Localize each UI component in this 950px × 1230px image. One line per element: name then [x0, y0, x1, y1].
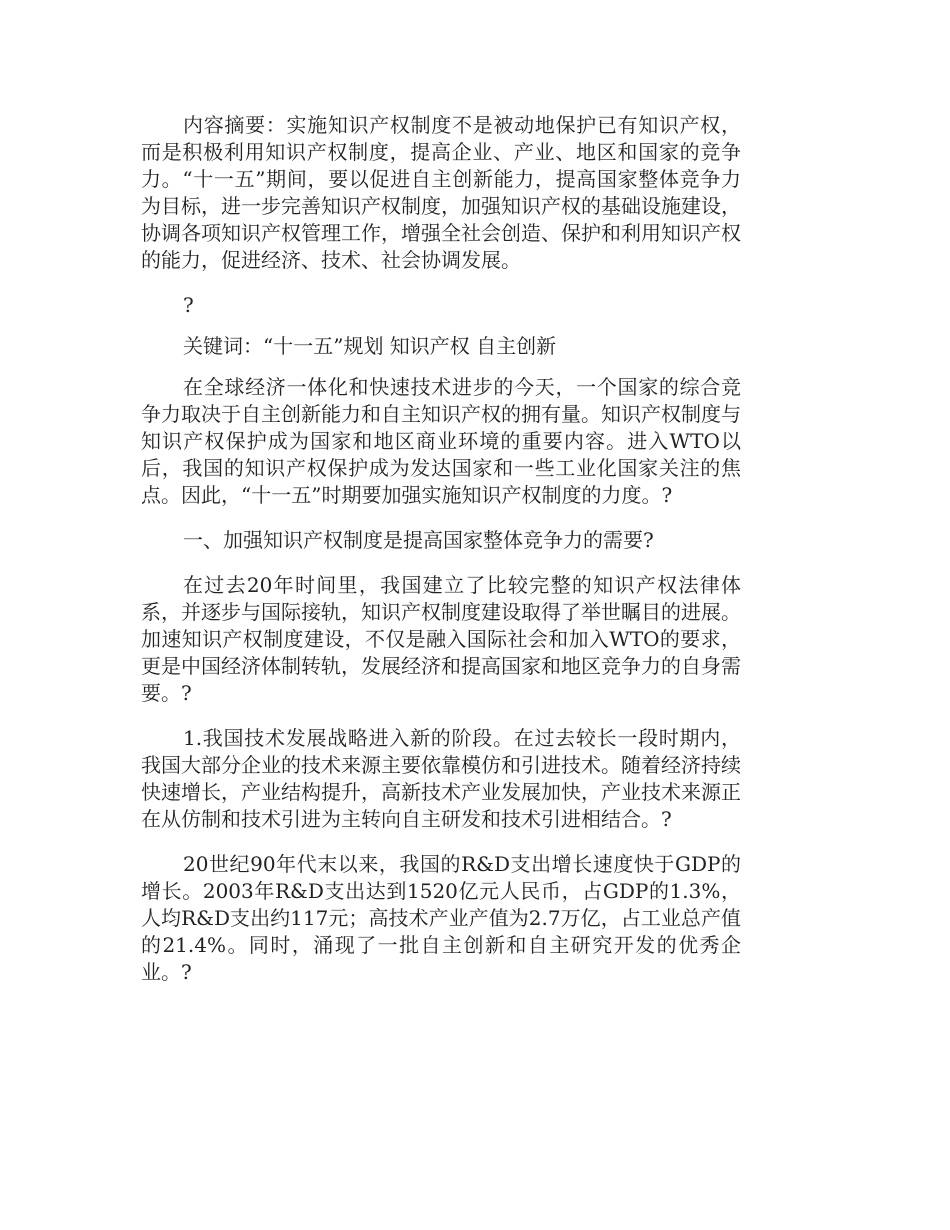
abstract-paragraph: 内容摘要：实施知识产权制度不是被动地保护已有知识产权，而是积极利用知识产权制度，提高企业、产业、地区和国家的竞争力。“十一五”期间，要以促进自主创新能力，提高国家整体竞争力为目标，进一步完善知识产权制度，加强知识产权的基础设施建设，协调各项知识产权管理工作，增强全社会创造、保护和利用知识产权的能力，促进经济、技术、社会协调发展。 [141, 113, 741, 272]
question-mark-line: ? [183, 293, 194, 317]
keywords-line: 关键词：“十一五”规划 知识产权 自主创新 [183, 334, 557, 358]
section1-paragraph-2: 1.我国技术发展战略进入新的阶段。在过去较长一段时期内，我国大部分企业的技术来源主要依靠模仿和引进技术。随着经济持续快速增长，产业结构提升，高新技术产业发展加快，产业技术来源正在从仿制和技术引进为主转向自主研发和技术引进相结合。? [141, 726, 741, 831]
section1-heading: 一、加强知识产权制度是提高国家整体竞争力的需要? [183, 528, 654, 552]
intro-paragraph: 在全球经济一体化和快速技术进步的今天，一个国家的综合竞争力取决于自主创新能力和自主知识产权的拥有量。知识产权制度与知识产权保护成为国家和地区商业环境的重要内容。进入WTO以后，我国的知识产权保护成为发达国家和一些工业化国家关注的焦点。因此，“十一五”时期要加强实施知识产权制度的力度。? [141, 375, 741, 507]
section1-paragraph-1: 在过去20年时间里，我国建立了比较完整的知识产权法律体系，并逐步与国际接轨，知识产权制度建设取得了举世瞩目的进展。加速知识产权制度建设，不仅是融入国际社会和加入WTO的要求，更是中国经济体制转轨，发展经济和提高国家和地区竞争力的自身需要。? [141, 573, 741, 705]
section1-paragraph-3: 20世纪90年代末以来，我国的R&D支出增长速度快于GDP的增长。2003年R&D支出达到1520亿元人民币，占GDP的1.3%，人均R&D支出约117元；高技术产业产值为2.7万亿，占工业总产值的21.4%。同时，涌现了一批自主创新和自主研究开发的优秀企业。? [141, 852, 741, 984]
document-body [141, 112, 741, 986]
